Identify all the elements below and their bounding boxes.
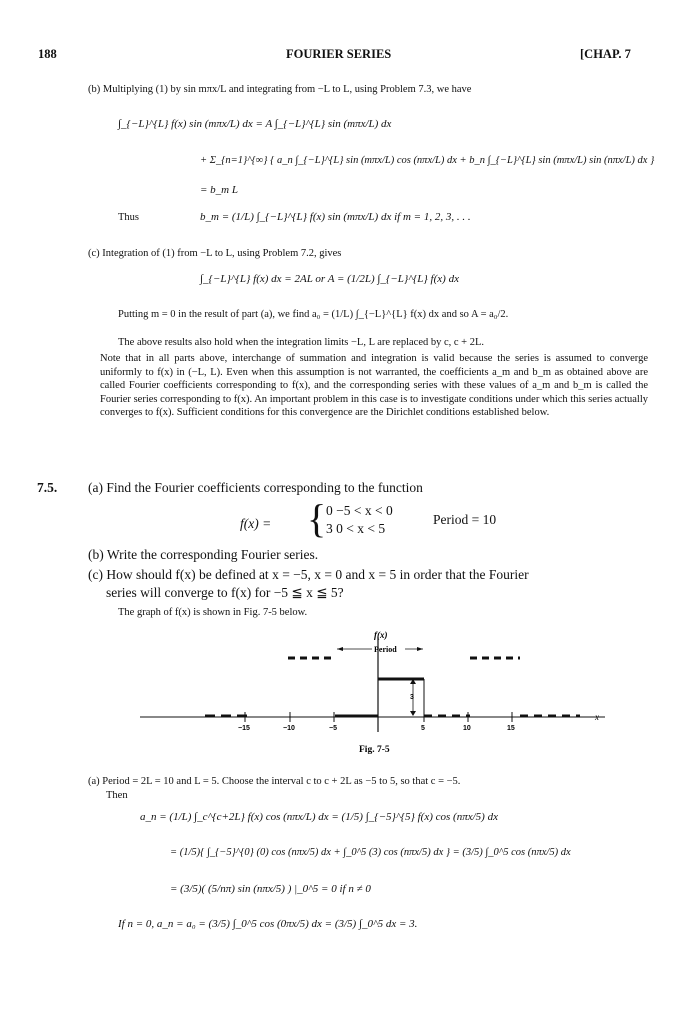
period-def: Period = 10 [433,512,497,527]
tick-minus-5: −5 [329,725,337,732]
tick-5: 5 [421,725,425,732]
part-b-eq2: + Σ_{n=1}^{∞} { a_n ∫_{−L}^{L} sin (mπx/L) cos (nπx/L) dx + b_n ∫_{−L}^{L} sin (mπx/L) sin (nπx/L) dx } [200,155,655,166]
limits-note: The above results also hold when the integration limits −L, L are replaced by c, c + 2L. [118,337,485,348]
putting-m-zero: Putting m = 0 in the result of part (a), we find a₀ = (1/L) ∫_{−L}^{L} f(x) dx and so A = a₀/2. [118,309,509,320]
problem-number: 7.5. [37,480,58,495]
bm-formula: b_m = (1/L) ∫_{−L}^{L} f(x) sin (mπx/L) dx if m = 1, 2, 3, . . . [200,211,471,223]
x-axis-label: x [595,712,599,722]
part-c-intro: (c) Integration of (1) from −L to L, using Problem 7.2, gives [88,248,342,259]
problem-part-c-line1: (c) How should f(x) be defined at x = −5, x = 0 and x = 5 in order that the Fourier [88,567,529,582]
part-b-eq1: ∫_{−L}^{L} f(x) sin (mπx/L) dx = A ∫_{−L}^{L} sin (mπx/L) dx [118,118,392,130]
page-number: 188 [38,47,57,61]
solution-a-line1: (a) Period = 2L = 10 and L = 5. Choose the interval c to c + 2L as −5 to 5, so that c = −5. [88,776,461,787]
tick-minus-15: −15 [238,725,250,732]
problem-part-b: (b) Write the corresponding Fourier series. [88,547,319,562]
tick-minus-10: −10 [283,725,295,732]
solution-eq3: = (3/5)( (5/nπ) sin (nπx/5) ) |_0^5 = 0 if n ≠ 0 [170,883,371,895]
tick-10: 10 [463,725,471,732]
problem-part-c-line2: series will converge to f(x) for −5 ≦ x ≦ 5? [106,585,344,600]
solution-then: Then [106,790,128,801]
figure-caption: Fig. 7-5 [359,745,390,755]
thus-label: Thus [118,212,139,223]
part-b-eq3: = b_m L [200,184,238,196]
part-b-intro: (b) Multiplying (1) by sin mπx/L and integrating from −L to L, using Problem 7.3, we have [88,84,472,95]
period-label: Period [374,645,397,654]
solution-eq2: = (1/5){ ∫_{−5}^{0} (0) cos (nπx/5) dx + ∫_0^5 (3) cos (nπx/5) dx } = (3/5) ∫_0^5 cos (nπx/5) dx [170,847,571,858]
height-label: 3 [410,694,414,701]
case-brace: { [307,496,327,541]
part-c-eq: ∫_{−L}^{L} f(x) dx = 2AL or A = (1/2L) ∫_{−L}^{L} f(x) dx [200,273,459,285]
fx-label: f(x) = [240,516,272,531]
y-axis-label: f(x) [374,630,388,640]
tick-15: 15 [507,725,515,732]
problem-part-a: (a) Find the Fourier coefficients corresponding to the function [88,480,423,495]
running-title: FOURIER SERIES [286,47,392,61]
graph-intro: The graph of f(x) is shown in Fig. 7-5 below. [118,607,308,618]
note-paragraph: Note that in all parts above, interchange of summation and integration is valid because the series is assumed to converge uniformly to f(x) in (−L, L). Even when this assumption is not warranted, the coefficients a_m and b_m as obtained above are called Fourier coefficients corresponding to f(x), and the corresponding series with these values of a_m and b_m is called the Fourier series corresponding to f(x). An important problem in this case is to investigate conditions under which this series actually converges to f(x). Sufficient conditions for this convergence are the Dirichlet conditions established below. [100,353,648,418]
figure-7-5 [140,622,610,762]
solution-eq1: a_n = (1/L) ∫_c^{c+2L} f(x) cos (nπx/L) dx = (1/5) ∫_{−5}^{5} f(x) cos (nπx/5) dx [140,811,498,823]
case-1: 0 −5 < x < 0 [326,503,393,518]
chapter-label: [CHAP. 7 [580,47,631,61]
case-2: 3 0 < x < 5 [326,521,386,536]
solution-eq4: If n = 0, a_n = a₀ = (3/5) ∫_0^5 cos (0πx/5) dx = (3/5) ∫_0^5 dx = 3. [118,918,418,930]
